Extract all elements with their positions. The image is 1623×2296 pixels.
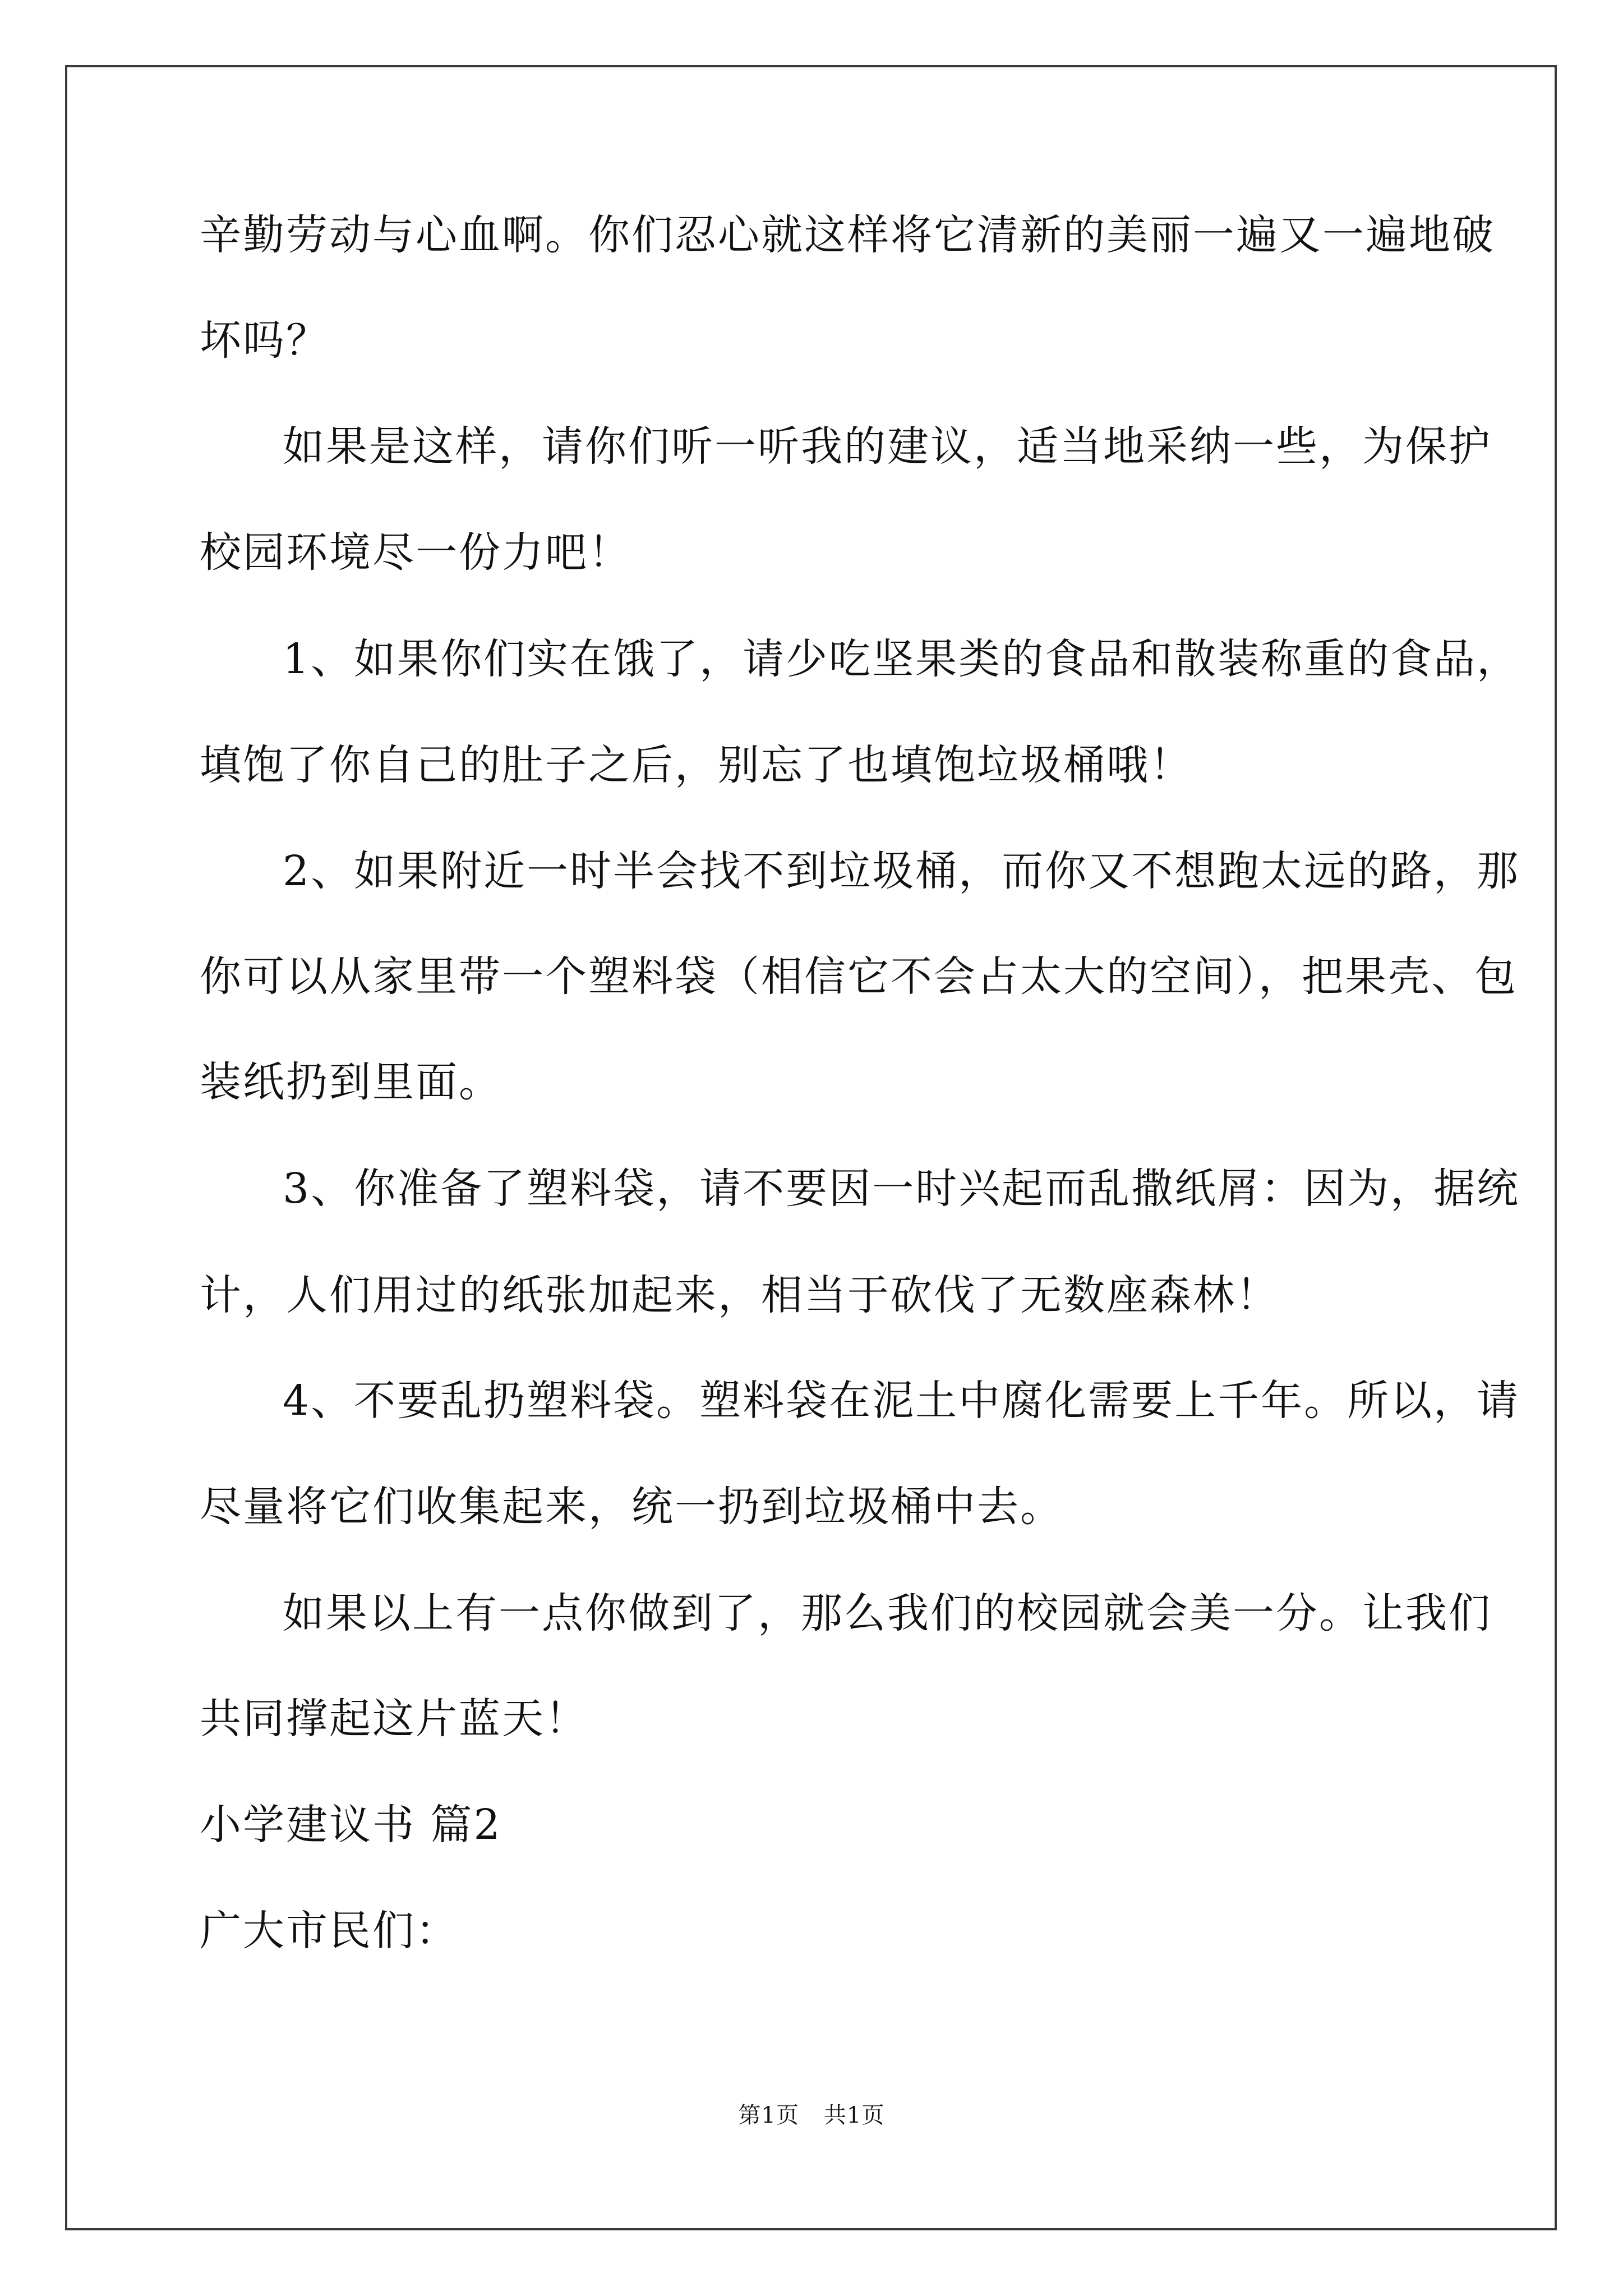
page-footer xyxy=(0,2099,1623,2132)
text-line: 计，人们用过的纸张加起来，相当于砍伐了无数座森林！ xyxy=(200,1271,1279,1319)
text-line: 坏吗？ xyxy=(200,316,329,365)
text-line: 你可以从家里带一个塑料袋（相信它不会占太大的空间），把果壳、包 xyxy=(200,953,1518,1001)
list-item-1-line: 1、如果你们实在饿了，请少吃坚果类的食品和散装称重的食品， xyxy=(283,635,1520,683)
list-item-3-line: 3、你准备了塑料袋，请不要因一时兴起而乱撒纸屑：因为，据统 xyxy=(283,1165,1520,1213)
paragraph-start-line: 如果以上有一点你做到了，那么我们的校园就会美一分。让我们 xyxy=(283,1589,1492,1637)
section-heading: 小学建议书 篇2 xyxy=(200,1801,502,1849)
paragraph-start-line: 如果是这样，请你们听一听我的建议，适当地采纳一些，为保护 xyxy=(283,422,1492,471)
text-line: 装纸扔到里面。 xyxy=(200,1058,502,1106)
list-item-4-line: 4、不要乱扔塑料袋。塑料袋在泥土中腐化需要上千年。所以，请 xyxy=(283,1377,1520,1425)
salutation: 广大市民们： xyxy=(200,1907,459,1955)
text-line: 尽量将它们收集起来，统一扔到垃圾桶中去。 xyxy=(200,1483,1063,1531)
text-line: 校园环境尽一份力吧！ xyxy=(200,528,631,577)
page-number-current: 第1页 xyxy=(738,2102,799,2128)
text-line: 填饱了你自己的肚子之后，别忘了也填饱垃圾桶哦！ xyxy=(200,741,1193,789)
text-line: 辛勤劳动与心血啊。你们忍心就这样将它清新的美丽一遍又一遍地破 xyxy=(200,211,1495,259)
list-item-2-line: 2、如果附近一时半会找不到垃圾桶，而你又不想跑太远的路，那 xyxy=(283,847,1520,895)
page-number-total: 共1页 xyxy=(824,2102,885,2128)
text-line: 共同撑起这片蓝天！ xyxy=(200,1695,588,1743)
